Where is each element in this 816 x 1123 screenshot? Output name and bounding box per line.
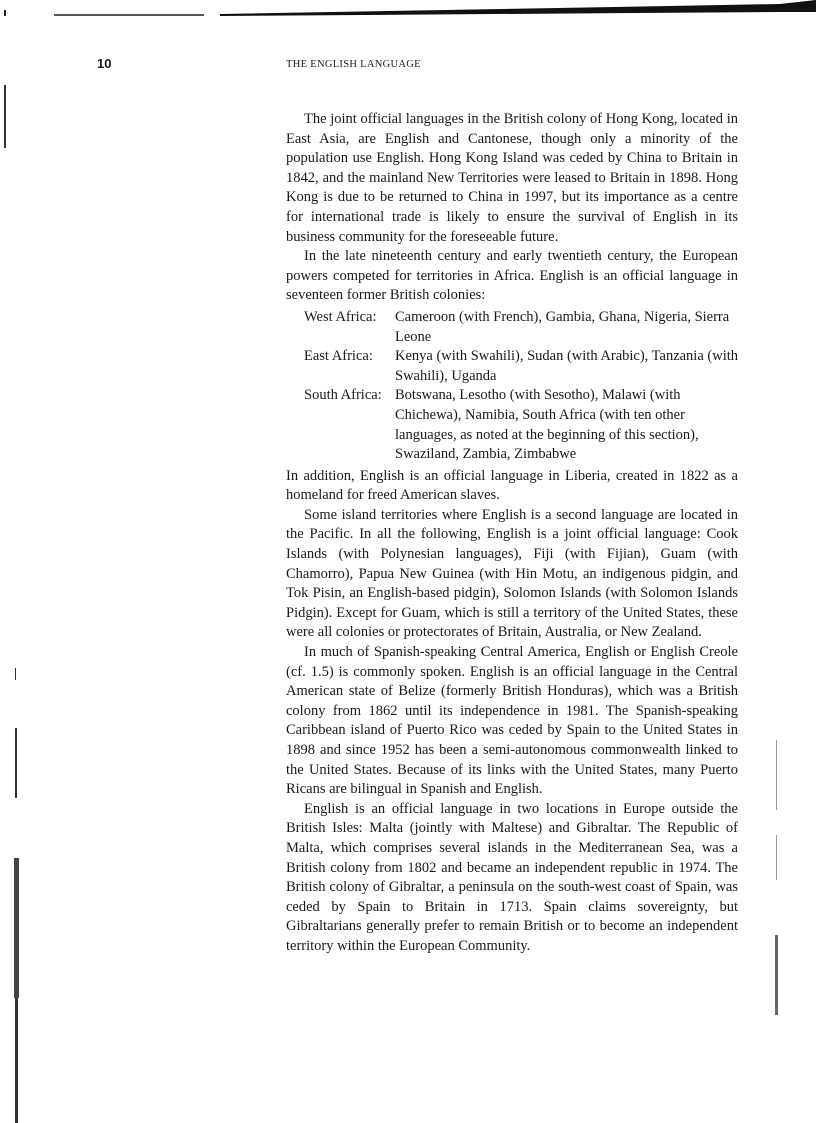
scan-mark	[14, 858, 19, 998]
paragraph-europe: English is an official language in two locations in Europe outside the British Isles: Malta (jointly with Maltese) and Gibraltar. The Republic of Malta, which comprises several islands in the Mediterranean Sea, was a British colony from 1802 and became an independent republic in 1974. The British colony of Gibraltar, a peninsula on the south-west coast of Spain, was ceded by Spain to Britain in 1713. Spain claims sovereignty, but Gibraltarians generally prefer to remain British or to become an independent territory within the European Community.	[286, 800, 738, 954]
scan-mark	[54, 14, 204, 16]
colony-countries: Kenya (with Swahili), Sudan (with Arabic), Tanzania (with Swahili), Uganda	[395, 348, 739, 384]
top-rule	[220, 0, 816, 18]
paragraph-liberia: In addition, English is an official language in Liberia, created in 1822 as a homeland for freed American slaves.	[286, 467, 738, 504]
colony-row	[304, 308, 738, 347]
scan-mark	[776, 835, 777, 880]
colony-countries: Botswana, Lesotho (with Sesotho), Malawi (with Chichewa), Namibia, South Africa (with ten other languages, as noted at the beginning of this section), Swaziland, Zambia, Zimbabwe	[395, 387, 699, 463]
scan-mark	[775, 935, 778, 1015]
colony-row	[304, 386, 738, 464]
body-text	[286, 110, 738, 957]
paragraph-hong-kong: The joint official languages in the British colony of Hong Kong, located in East Asia, are English and Cantonese, though only a minority of the population use English. Hong Kong Island was ceded by China to Britain in 1842, and the mainland New Territories were leased to Britain in 1898. Hong Kong is due to be returned to China in 1997, but its importance as a centre for international trade is likely to ensure the survival of English in its business community for the foreseeable future.	[286, 111, 738, 245]
scan-mark	[4, 85, 6, 148]
paragraph-africa-intro: In the late nineteenth century and early twentieth century, the European powers competed for territories in Africa. English is an official language in seventeen former British colonies:	[286, 248, 738, 304]
colony-countries: Cameroon (with French), Gambia, Ghana, Nigeria, Sierra Leone	[395, 308, 730, 345]
scan-mark	[15, 728, 17, 798]
scan-mark	[15, 668, 16, 680]
running-head: THE ENGLISH LANGUAGE	[286, 59, 421, 70]
page-number: 10	[97, 56, 112, 71]
scan-mark	[776, 740, 777, 810]
paragraph-central-america: In much of Spanish-speaking Central America, English or English Creole (cf. 1.5) is commonly spoken. English is an official language in the Central American state of Belize (formerly British Honduras), which was a British colony from 1862 until its independence in 1981. The Spanish-speaking Caribbean island of Puerto Rico was ceded by Spain to the United States in 1898 and since 1952 has been a semi-autonomous commonwealth linked to the United States. Because of its links with the United States, many Puerto Ricans are bilingual in Spanish and English.	[286, 644, 738, 798]
colony-region: East Africa:	[304, 348, 373, 365]
scan-mark	[15, 998, 18, 1123]
colony-region: South Africa:	[304, 387, 382, 404]
colonies-list	[304, 308, 738, 465]
colony-region: West Africa:	[304, 308, 377, 325]
scan-mark	[4, 10, 6, 16]
paragraph-pacific: Some island territories where English is a second language are located in the Pacific. In all the following, English is a joint official language: Cook Islands (with Polynesian languages), Fiji (with Fijian), Guam (with Chamorro), Papua New Guinea (with Hin Motu, an indigenous pidgin, and Tok Pisin, an English-based pidgin), Solomon Islands (with Solomon Islands Pidgin). Except for Guam, which is still a territory of the United States, these were all colonies or protectorates of Britain, Australia, or New Zealand.	[286, 506, 738, 641]
colony-row	[304, 347, 738, 386]
